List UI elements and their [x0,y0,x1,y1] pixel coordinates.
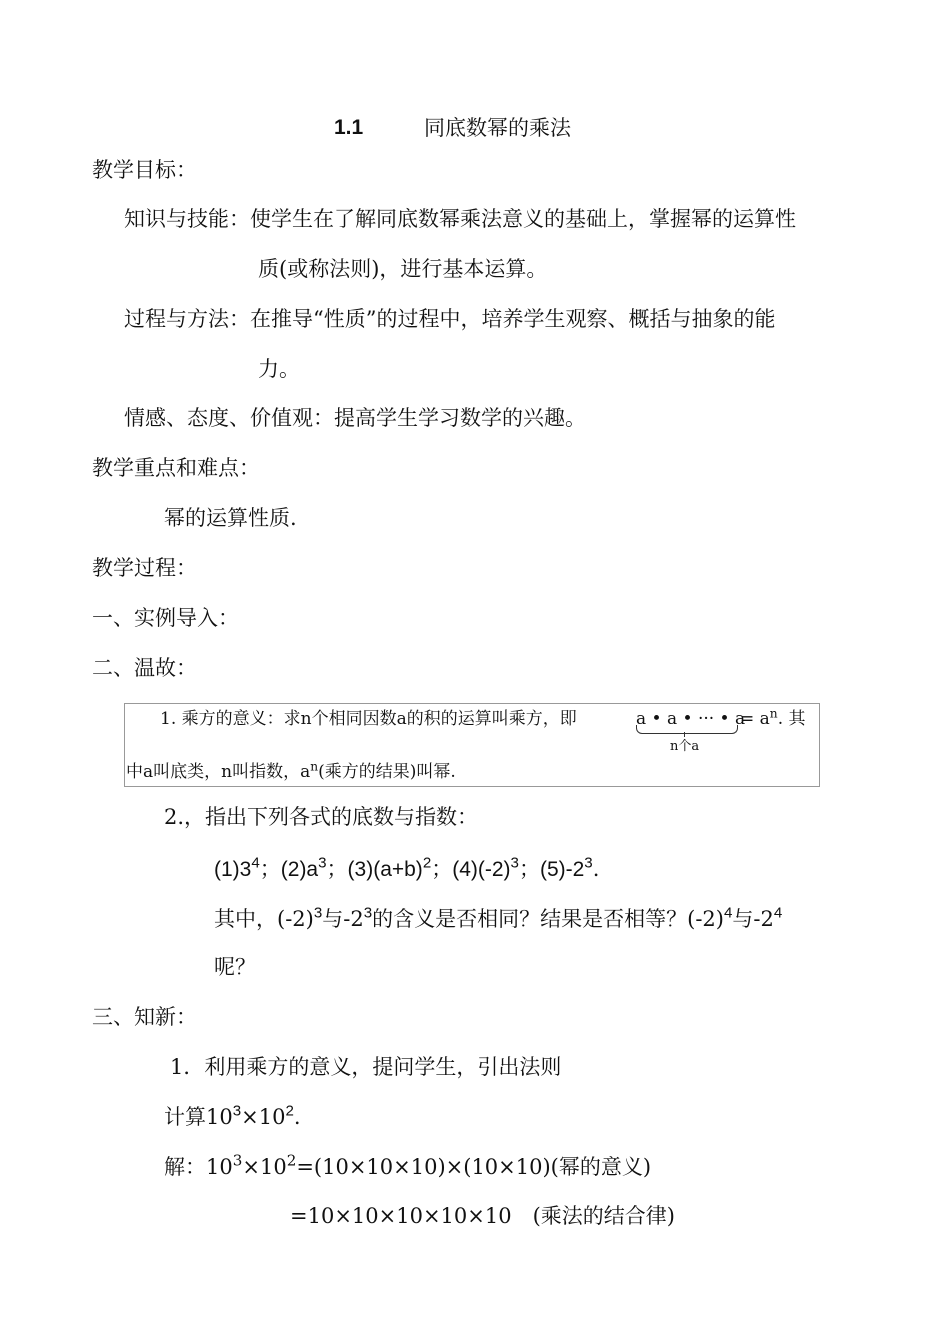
question-3-line2: 呢？ [214,955,256,979]
section2-heading: 二、温故： [92,656,197,680]
page-title: 同底数幂的乘法 [424,116,571,140]
exponent-expressions: $(1)3^4$；$(2)a^3$；$(3)(a+b)^2$；$(4)(-2)^3$；$(5)-2^3$. [214,854,600,881]
section3-item1: 1．利用乘方的意义，提问学生，引出法则 [170,1055,562,1079]
process-method-line1: 过程与方法：在推导“性质”的过程中，培养学生观察、概括与抽象的能 [124,307,776,331]
question-2: 2.，指出下列各式的底数与指数： [164,805,479,829]
solution-line2: =10×10×10×10×10 (乘法的结合律) [290,1204,675,1228]
emotion-values: 情感、态度、价值观：提高学生学习数学的兴趣。 [124,406,586,430]
keypoints-text: 幂的运算性质. [164,506,297,530]
emotion-values-label: 情感、态度、价值观： [124,406,334,430]
solution-line1: 解：$10^3\times 10^2=(10\times 10\times 10)\times(10\times 10)$(幂的意义) [164,1151,652,1179]
knowledge-skills-label: 知识与技能： [124,207,250,231]
underbrace-label: n个a [670,739,700,754]
process-method-line2: 力。 [258,357,300,381]
keypoints-heading: 教学重点和难点： [92,456,260,480]
page-title-number: 1.1 [334,116,364,139]
calc-prompt: 计算$10^3\times 10^2$. [164,1102,301,1129]
question-3-line1: 其中，$(-2)^3$与$-2^3$的含义是否相同？结果是否相等？$(-2)^4$与$-2^4$ [214,904,783,931]
knowledge-skills-line2: 质(或称法则)，进行基本运算。 [258,257,548,281]
underbrace-tip [684,732,689,737]
power-formula: a • a • ··· • a [636,709,746,729]
review-line1: 1. 乘方的意义：求n个相同因数a的积的运算叫乘方，即 [160,709,577,729]
objectives-heading: 教学目标： [92,158,197,182]
review-line2: 中a叫底类，n叫指数，$a^n$(乘方的结果)叫幂. [126,759,456,782]
procedure-heading: 教学过程： [92,556,197,580]
power-result: = $a^n$. 其 [740,706,806,729]
knowledge-skills-line1: 知识与技能：使学生在了解同底数幂乘法意义的基础上，掌握幂的运算性 [124,207,796,231]
section3-heading: 三、知新： [92,1005,197,1029]
process-method-label: 过程与方法： [124,307,250,331]
section1-heading: 一、实例导入： [92,606,239,630]
